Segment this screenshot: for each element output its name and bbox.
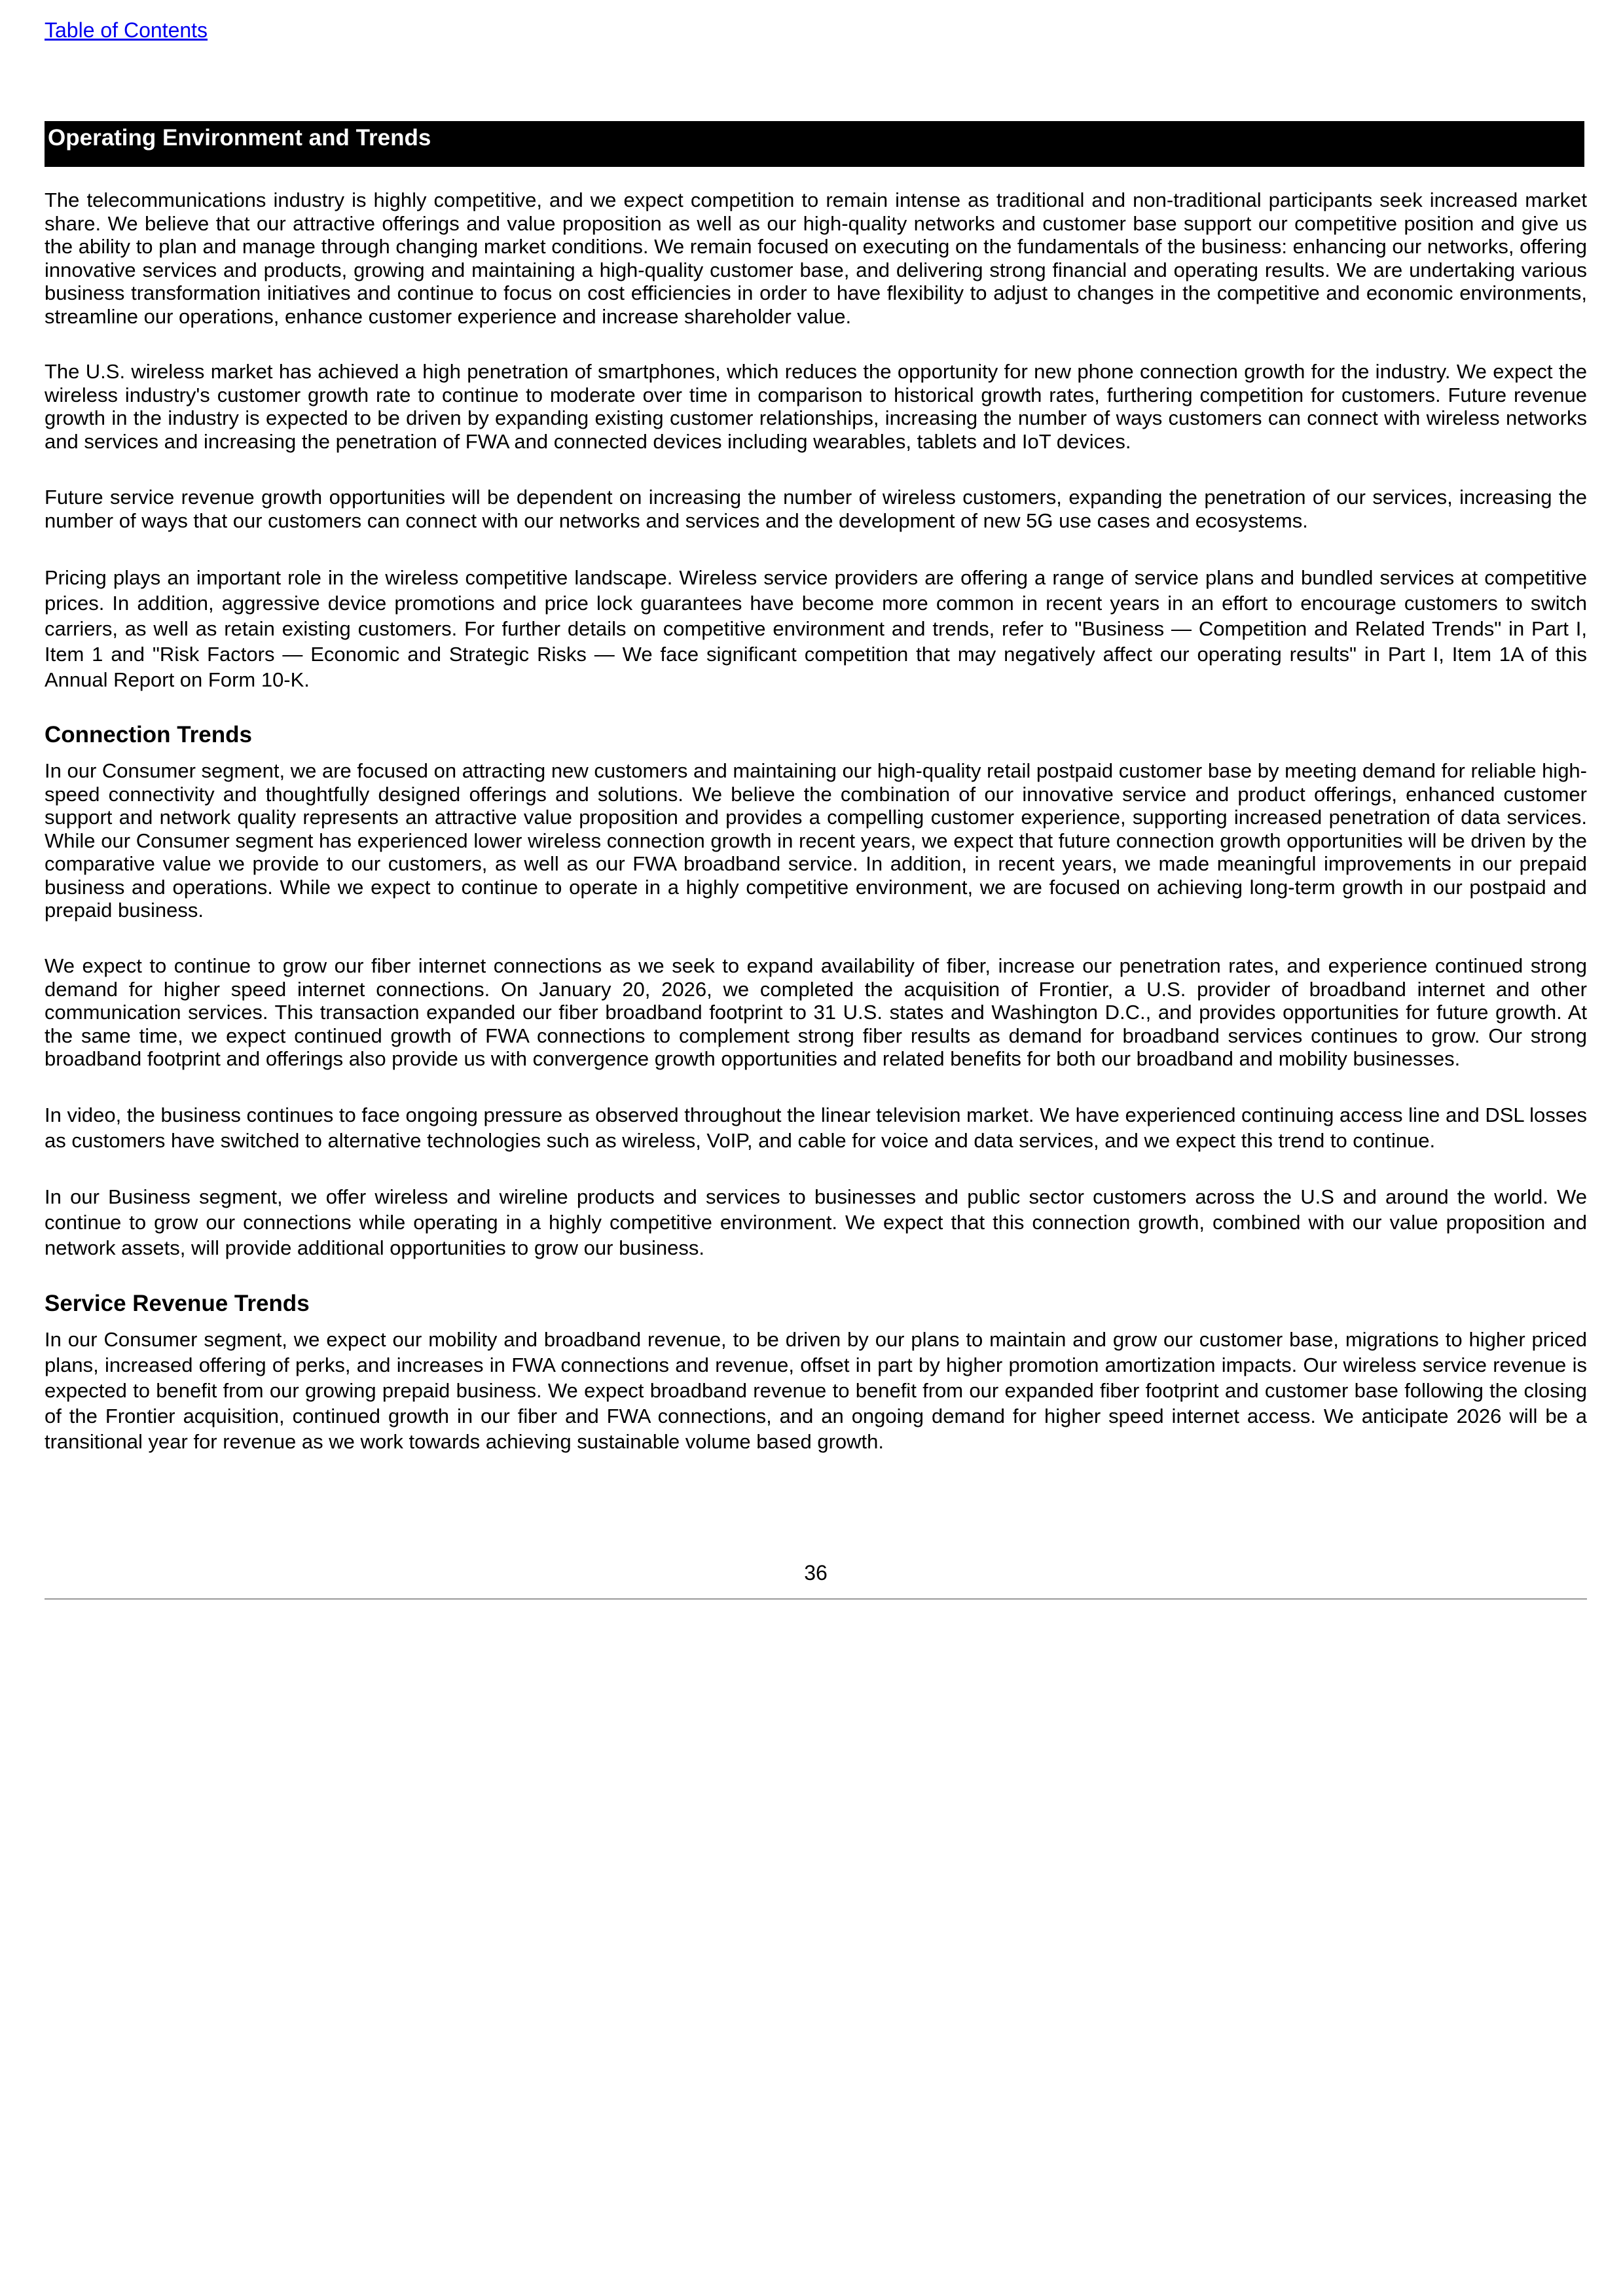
intro-paragraph-4-block bbox=[45, 565, 1587, 692]
connection-paragraph-1: In our Consumer segment, we are focused on attracting new customers and maintaining our high-quality retail postpaid customer base by meeting demand for reliable high-speed connectivity and thoughtfully designed offerings and solutions. We believe the combination of our innovative service and product offerings, enhanced customer support and network quality represents an attractive value proposition and provides a compelling customer experience, supporting increased penetration of data services. While our Consumer segment has experienced lower wireless connection growth in recent years, we expect that future connection growth opportunities will be driven by the comparative value we provide to our customers, as well as our FWA broadband service. In addition, in recent years, we made meaningful improvements in our prepaid business and operations. While we expect to continue to operate in a highly competitive environment, we are focused on achieving long-term growth in our postpaid and prepaid business. bbox=[45, 759, 1587, 922]
intro-paragraph-2-block bbox=[45, 360, 1587, 453]
service-revenue-paragraph-block bbox=[45, 1327, 1587, 1454]
service-revenue-trends-heading: Service Revenue Trends bbox=[45, 1291, 310, 1316]
table-of-contents-link[interactable]: Table of Contents bbox=[45, 18, 208, 42]
section-title-bar bbox=[45, 121, 1584, 167]
connection-paragraph-3: In video, the business continues to face ongoing pressure as observed throughout the linear television market. We have experienced continuing access line and DSL losses as customers have switched to alternative technologies such as wireless, VoIP, and cable for voice and data services, and we expect this trend to continue. bbox=[45, 1103, 1587, 1152]
intro-paragraph-3: Future service revenue growth opportunities will be dependent on increasing the number of wireless customers, expanding the penetration of our services, increasing the number of ways that our customers can connect with our networks and services and the development of new 5G use cases and ecosystems. bbox=[45, 486, 1587, 532]
connection-trends-heading: Connection Trends bbox=[45, 722, 252, 747]
connection-paragraph-4: In our Business segment, we offer wireless and wireline products and services to businesses and public sector customers across the U.S and around the world. We continue to grow our connections while operating in a highly competitive environment. We expect that this connection growth, combined with our value proposition and network assets, will provide additional opportunities to grow our business. bbox=[45, 1185, 1587, 1259]
intro-paragraph-4: Pricing plays an important role in the wireless competitive landscape. Wireless service providers are offering a range of service plans and bundled services at competitive prices. In addition, aggressive device promotions and price lock guarantees have become more common in recent years in an effort to encourage customers to switch carriers, as well as retain existing customers. For further details on competitive environment and trends, refer to "Business — Competition and Related Trends" in Part I, Item 1 and "Risk Factors — Economic and Strategic Risks — We face significant competition that may negatively affect our operating results" in Part I, Item 1A of this Annual Report on Form 10-K. bbox=[45, 566, 1587, 691]
intro-paragraph-1-block bbox=[45, 188, 1587, 328]
intro-paragraph-2: The U.S. wireless market has achieved a high penetration of smartphones, which reduces the opportunity for new phone connection growth for the industry. We expect the wireless industry's customer growth rate to continue to moderate over time in comparison to historical growth rates, furthering competition for customers. Future revenue growth in the industry is expected to be driven by expanding existing customer relationships, increasing the number of ways customers can connect with wireless networks and services and increasing the penetration of FWA and connected devices including wearables, tablets and IoT devices. bbox=[45, 360, 1587, 453]
intro-paragraph-1: The telecommunications industry is highly competitive, and we expect competition to remain intense as traditional and non-traditional participants seek increased market share. We believe that our attractive offerings and value proposition as well as our high-quality networks and customer base support our competitive position and give us the ability to plan and manage through changing market conditions. We remain focused on executing on the fundamentals of the business: enhancing our networks, offering innovative services and products, growing and maintaining a high-quality customer base, and delivering strong financial and operating results. We are undertaking various business transformation initiatives and continue to focus on cost efficiencies in order to have flexibility to adjust to changes in the competitive and economic environments, streamline our operations, enhance customer experience and increase shareholder value. bbox=[45, 188, 1587, 328]
connection-paragraph-3-block bbox=[45, 1102, 1587, 1153]
connection-paragraph-4-block bbox=[45, 1184, 1587, 1261]
service-revenue-paragraph: In our Consumer segment, we expect our mobility and broadband revenue, to be driven by our plans to maintain and grow our customer base, migrations to higher priced plans, increased offering of perks, and increases in FWA connections and revenue, offset in part by higher promotion amortization impacts. Our wireless service revenue is expected to benefit from our growing prepaid business. We expect broadband revenue to benefit from our expanded fiber footprint and customer base following the closing of the Frontier acquisition, continued growth in our fiber and FWA connections, and an ongoing demand for higher speed internet access. We anticipate 2026 will be a transitional year for revenue as we work towards achieving sustainable volume based growth. bbox=[45, 1328, 1587, 1453]
connection-paragraph-2-block bbox=[45, 954, 1587, 1071]
section-title: Operating Environment and Trends bbox=[48, 125, 431, 151]
connection-paragraph-2: We expect to continue to grow our fiber internet connections as we seek to expand availability of fiber, increase our penetration rates, and experience continued strong demand for higher speed internet connections. On January 20, 2026, we completed the acquisition of Frontier, a U.S. provider of broadband internet and other communication services. This transaction expanded our fiber broadband footprint to 31 U.S. states and Washington D.C., and provides opportunities for future growth. At the same time, we expect continued growth of FWA connections to complement strong fiber results as demand for broadband services continues to grow. Our strong broadband footprint and offerings also provide us with convergence growth opportunities and related benefits for both our broadband and mobility businesses. bbox=[45, 954, 1587, 1070]
intro-paragraph-3-block bbox=[45, 486, 1587, 532]
page-number: 36 bbox=[804, 1561, 828, 1585]
footer-divider bbox=[45, 1598, 1587, 1600]
connection-paragraph-1-block bbox=[45, 759, 1587, 922]
